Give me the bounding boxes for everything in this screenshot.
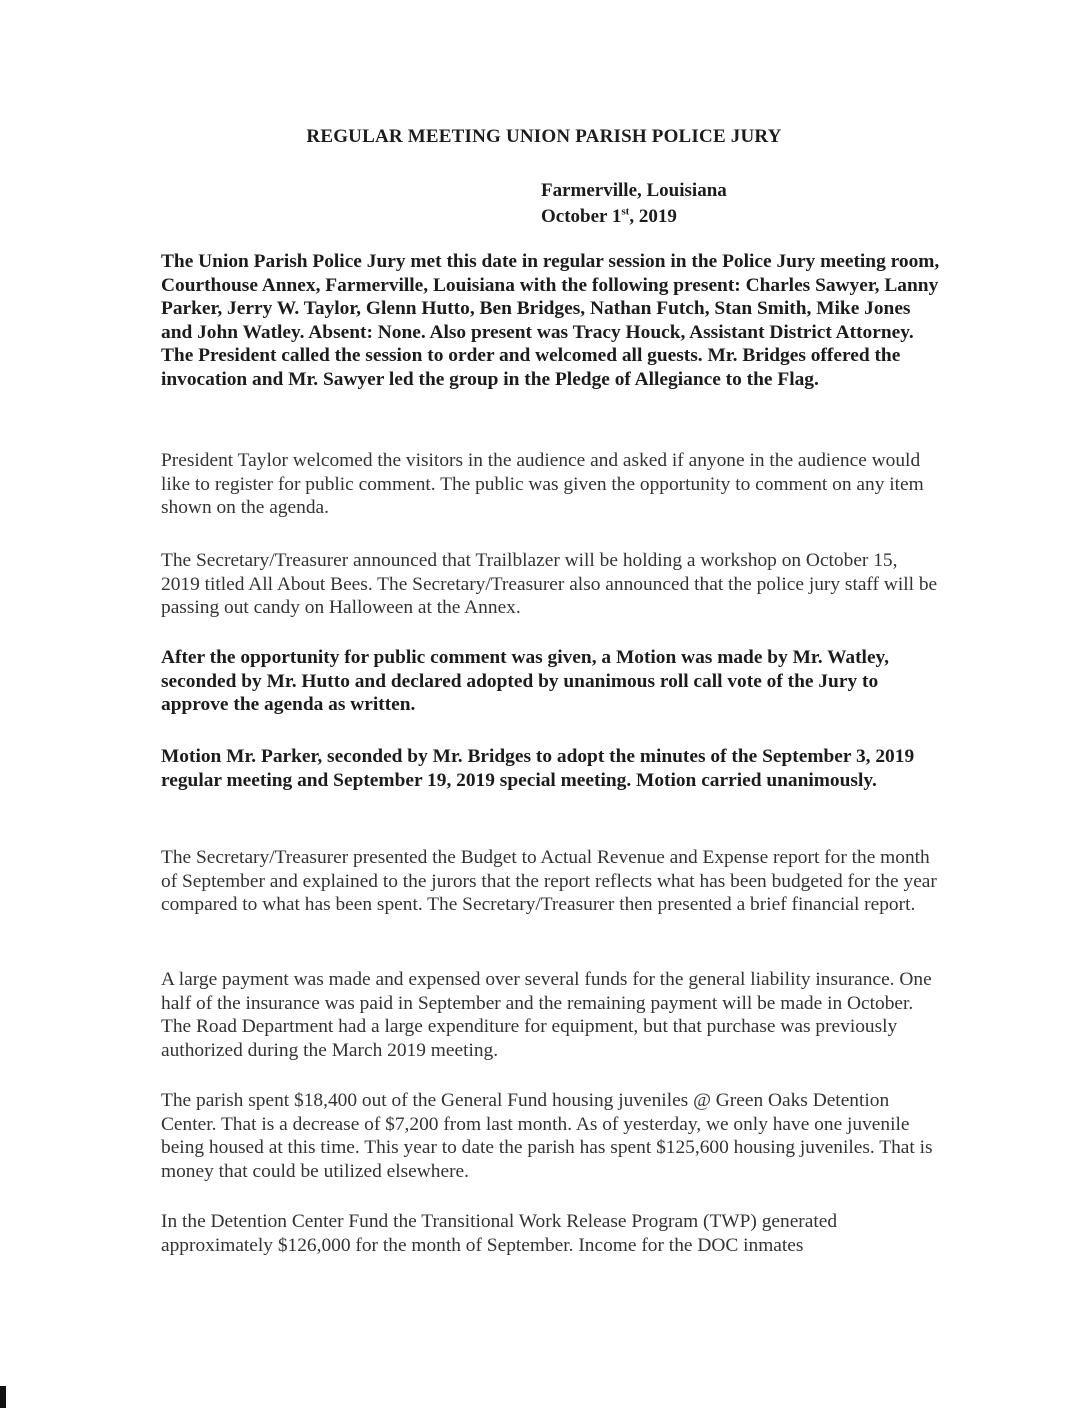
paragraph-announcements: The Secretary/Treasurer announced that Trailblazer will be holding a workshop on October 15, 2019 titled All About Bees. The Secretary/Treasurer also announced that the police jury staff will be passing out candy on Halloween at the Annex. bbox=[161, 550, 938, 619]
paragraph-budget-report: The Secretary/Treasurer presented the Budget to Actual Revenue and Expense report for the month of September and explained to the jurors that the report reflects what has been budgeted for the year compared to what has been spent. The Secretary/Treasurer then presented a brief financial report. bbox=[161, 847, 937, 916]
meeting-location: Farmerville, Louisiana bbox=[541, 180, 727, 201]
paragraph-public-comment: President Taylor welcomed the visitors in the audience and asked if anyone in the audience would like to register for public comment. The public was given the opportunity to comment on any item shown on the agenda. bbox=[161, 450, 924, 519]
paragraph-agenda-motion: After the opportunity for public comment was given, a Motion was made by Mr. Watley, seconded by Mr. Hutto and declared adopted by unanimous roll call vote of the Jury to approve the agenda as written. bbox=[161, 647, 890, 716]
paragraph-minutes-motion: Motion Mr. Parker, seconded by Mr. Bridges to adopt the minutes of the September 3, 2019 regular meeting and September 19, 2019 special meeting. Motion carried unanimously. bbox=[161, 746, 915, 791]
meeting-date-year: , 2019 bbox=[629, 206, 677, 227]
scan-edge-mark bbox=[0, 1386, 6, 1408]
meeting-place-date bbox=[541, 178, 727, 230]
paragraph-juvenile-housing: The parish spent $18,400 out of the General Fund housing juveniles @ Green Oaks Detention Center. That is a decrease of $7,200 from last month. As of yesterday, we only have one juvenile being housed at this time. This year to date the parish has spent $125,600 housing juveniles. That is money that could be utilized elsewhere. bbox=[161, 1090, 933, 1182]
meeting-date-day: October 1 bbox=[541, 206, 622, 227]
paragraph-detention-center: In the Detention Center Fund the Transitional Work Release Program (TWP) generated approximately $126,000 for the month of September. Income for the DOC inmates bbox=[161, 1211, 838, 1256]
meeting-date-suffix: st bbox=[621, 205, 630, 218]
document-title: REGULAR MEETING UNION PARISH POLICE JURY bbox=[306, 126, 782, 147]
meeting-date bbox=[541, 204, 727, 230]
paragraph-attendance: The Union Parish Police Jury met this date in regular session in the Police Jury meeting room, Courthouse Annex, Farmerville, Louisiana with the following present: Charles Sawyer, Lanny Parker, Jerry W. Taylor, Glenn Hutto, Ben Bridges, Nathan Futch, Stan Smith, Mike Jones and John Watley. Absent: None. Also present was Tracy Houck, Assistant District Attorney. The President called the session to order and welcomed all guests. Mr. Bridges offered the invocation and Mr. Sawyer led the group in the Pledge of Allegiance to the Flag. bbox=[161, 251, 940, 390]
paragraph-insurance-payment: A large payment was made and expensed over several funds for the general liability insurance. One half of the insurance was paid in September and the remaining payment will be made in October. The Road Department had a large expenditure for equipment, but that purchase was previously authorized during the March 2019 meeting. bbox=[161, 969, 932, 1061]
